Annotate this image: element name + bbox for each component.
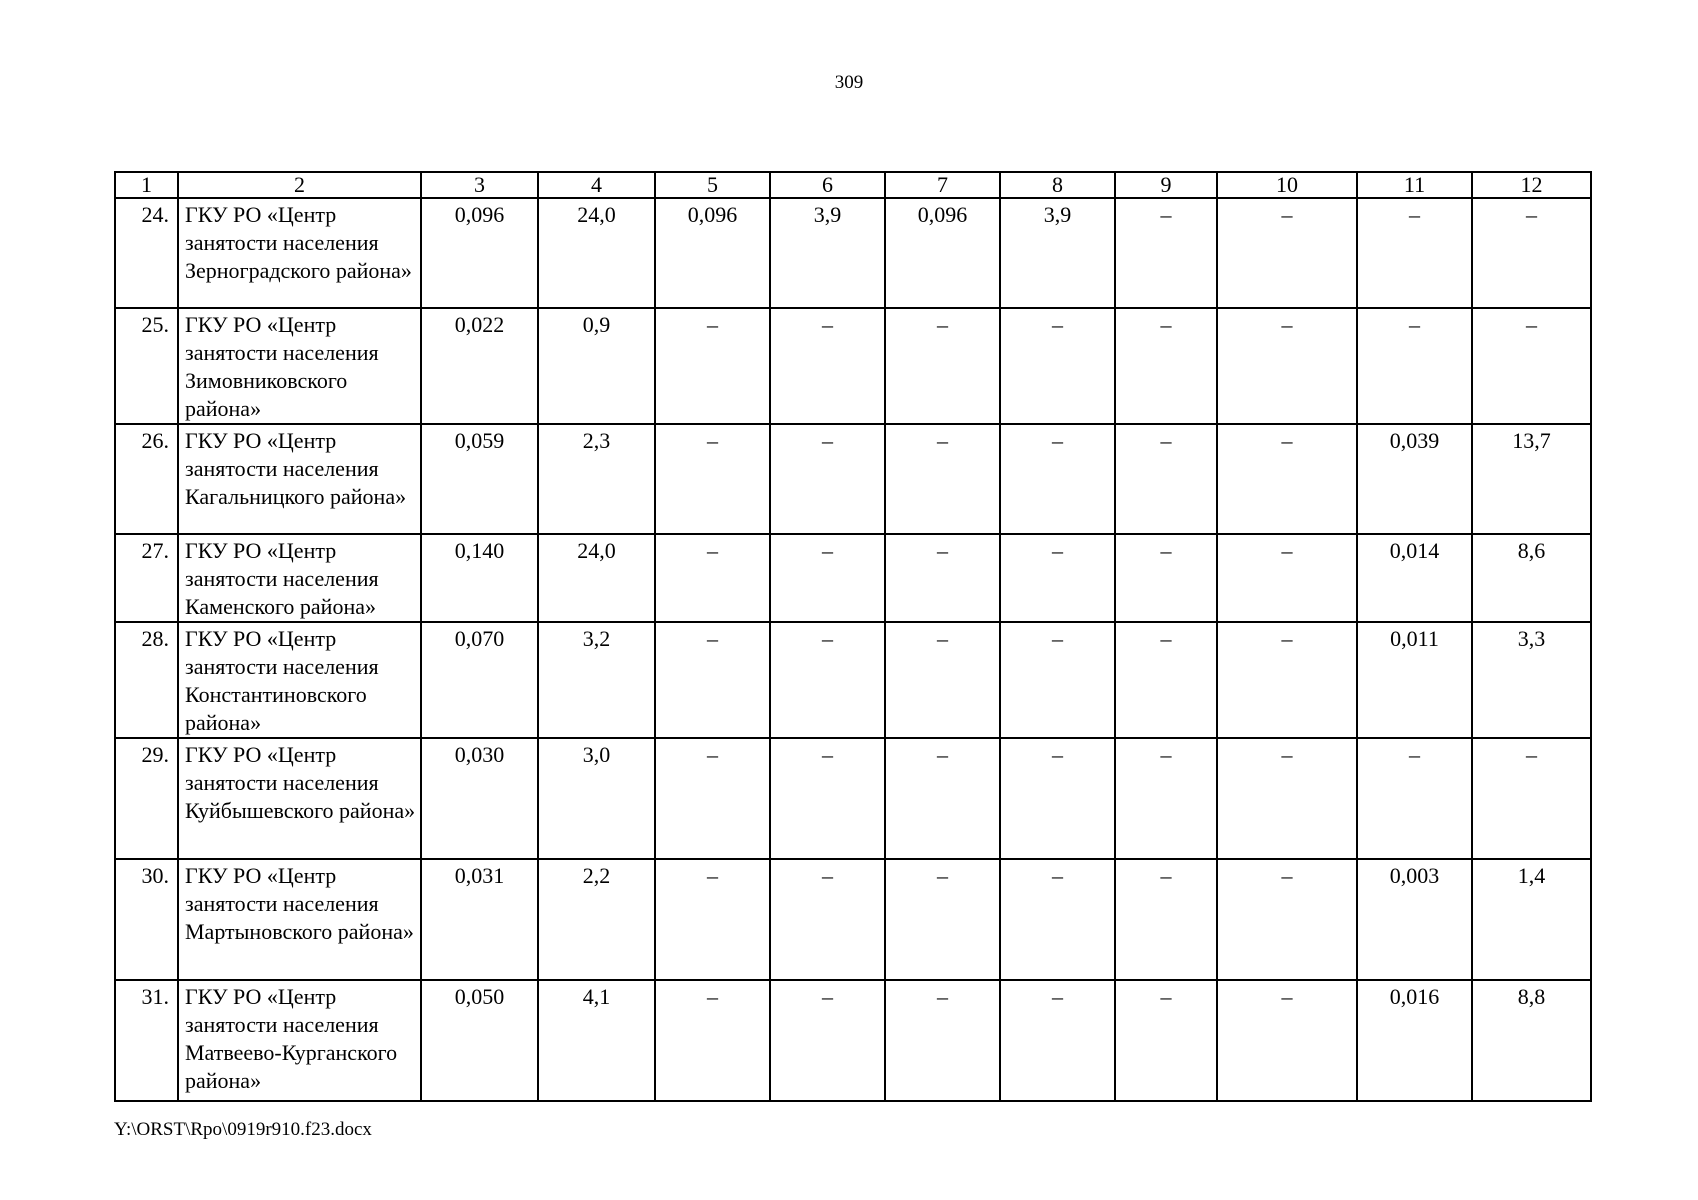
row-number: 26. [115,424,178,534]
value-cell-col-11: – [1357,738,1472,859]
value-cell-col-8: – [1000,622,1115,738]
table-row [115,424,1591,534]
value-cell-col-6: 3,9 [770,198,885,308]
value-cell-col-8: 3,9 [1000,198,1115,308]
value-cell-col-12: 3,3 [1472,622,1591,738]
value-cell-col-4: 24,0 [538,534,655,622]
value-cell-col-4: 2,3 [538,424,655,534]
value-cell-col-9: – [1115,424,1217,534]
row-number: 27. [115,534,178,622]
table-row [115,859,1591,980]
value-cell-col-9: – [1115,622,1217,738]
column-header-6: 6 [770,172,885,198]
value-cell-col-7: – [885,622,1000,738]
value-cell-col-8: – [1000,980,1115,1101]
organization-name: ГКУ РО «Центр занятости населения Зерноградского района» [178,198,421,308]
value-cell-col-12: 8,6 [1472,534,1591,622]
value-cell-col-9: – [1115,859,1217,980]
header-row [115,172,1591,198]
column-header-4: 4 [538,172,655,198]
value-cell-col-5: – [655,424,770,534]
value-cell-col-6: – [770,980,885,1101]
table-row [115,738,1591,859]
column-header-9: 9 [1115,172,1217,198]
value-cell-col-8: – [1000,308,1115,424]
value-cell-col-6: – [770,622,885,738]
value-cell-col-10: – [1217,738,1357,859]
value-cell-col-3: 0,059 [421,424,538,534]
value-cell-col-9: – [1115,980,1217,1101]
page-number: 309 [834,72,864,93]
value-cell-col-3: 0,140 [421,534,538,622]
value-cell-col-9: – [1115,198,1217,308]
value-cell-col-11: 0,011 [1357,622,1472,738]
value-cell-col-7: – [885,859,1000,980]
value-cell-col-11: – [1357,198,1472,308]
value-cell-col-7: – [885,308,1000,424]
organization-name: ГКУ РО «Центр занятости населения Каменского района» [178,534,421,622]
value-cell-col-5: – [655,308,770,424]
organization-name: ГКУ РО «Центр занятости населения Матвеево-Курганского района» [178,980,421,1101]
value-cell-col-6: – [770,859,885,980]
value-cell-col-11: 0,014 [1357,534,1472,622]
column-header-8: 8 [1000,172,1115,198]
value-cell-col-6: – [770,424,885,534]
value-cell-col-3: 0,050 [421,980,538,1101]
value-cell-col-5: – [655,859,770,980]
value-cell-col-7: – [885,738,1000,859]
value-cell-col-8: – [1000,738,1115,859]
value-cell-col-11: 0,039 [1357,424,1472,534]
value-cell-col-5: 0,096 [655,198,770,308]
value-cell-col-12: 13,7 [1472,424,1591,534]
organization-name: ГКУ РО «Центр занятости населения Куйбышевского района» [178,738,421,859]
column-header-2: 2 [178,172,421,198]
data-table [114,171,1592,1102]
value-cell-col-5: – [655,980,770,1101]
table-row [115,308,1591,424]
value-cell-col-12: 8,8 [1472,980,1591,1101]
table-row [115,622,1591,738]
value-cell-col-7: – [885,424,1000,534]
value-cell-col-9: – [1115,308,1217,424]
table-row [115,980,1591,1101]
row-number: 28. [115,622,178,738]
value-cell-col-8: – [1000,859,1115,980]
value-cell-col-10: – [1217,308,1357,424]
value-cell-col-7: – [885,980,1000,1101]
value-cell-col-10: – [1217,859,1357,980]
value-cell-col-8: – [1000,424,1115,534]
column-header-7: 7 [885,172,1000,198]
value-cell-col-4: 3,2 [538,622,655,738]
value-cell-col-9: – [1115,738,1217,859]
value-cell-col-10: – [1217,198,1357,308]
organization-name: ГКУ РО «Центр занятости населения Кагальницкого района» [178,424,421,534]
value-cell-col-10: – [1217,980,1357,1101]
value-cell-col-6: – [770,534,885,622]
column-header-5: 5 [655,172,770,198]
value-cell-col-9: – [1115,534,1217,622]
value-cell-col-12: – [1472,738,1591,859]
value-cell-col-5: – [655,622,770,738]
value-cell-col-4: 24,0 [538,198,655,308]
table-row [115,198,1591,308]
row-number: 25. [115,308,178,424]
table-row [115,534,1591,622]
organization-name: ГКУ РО «Центр занятости населения Константиновского района» [178,622,421,738]
value-cell-col-12: 1,4 [1472,859,1591,980]
column-header-10: 10 [1217,172,1357,198]
value-cell-col-12: – [1472,308,1591,424]
value-cell-col-11: 0,016 [1357,980,1472,1101]
row-number: 30. [115,859,178,980]
value-cell-col-11: 0,003 [1357,859,1472,980]
value-cell-col-3: 0,030 [421,738,538,859]
column-header-3: 3 [421,172,538,198]
row-number: 24. [115,198,178,308]
row-number: 29. [115,738,178,859]
value-cell-col-5: – [655,534,770,622]
row-number: 31. [115,980,178,1101]
value-cell-col-4: 4,1 [538,980,655,1101]
organization-name: ГКУ РО «Центр занятости населения Зимовниковского района» [178,308,421,424]
value-cell-col-4: 0,9 [538,308,655,424]
value-cell-col-7: 0,096 [885,198,1000,308]
value-cell-col-3: 0,070 [421,622,538,738]
column-header-1: 1 [115,172,178,198]
value-cell-col-4: 2,2 [538,859,655,980]
value-cell-col-5: – [655,738,770,859]
organization-name: ГКУ РО «Центр занятости населения Мартыновского района» [178,859,421,980]
value-cell-col-3: 0,031 [421,859,538,980]
value-cell-col-4: 3,0 [538,738,655,859]
table-body [115,198,1591,1101]
value-cell-col-11: – [1357,308,1472,424]
value-cell-col-6: – [770,738,885,859]
value-cell-col-10: – [1217,534,1357,622]
value-cell-col-10: – [1217,424,1357,534]
value-cell-col-7: – [885,534,1000,622]
value-cell-col-10: – [1217,622,1357,738]
value-cell-col-3: 0,096 [421,198,538,308]
value-cell-col-3: 0,022 [421,308,538,424]
value-cell-col-8: – [1000,534,1115,622]
file-path-footer: Y:\ORST\Rpo\0919r910.f23.docx [114,1119,372,1140]
column-header-11: 11 [1357,172,1472,198]
value-cell-col-6: – [770,308,885,424]
column-header-12: 12 [1472,172,1591,198]
value-cell-col-12: – [1472,198,1591,308]
